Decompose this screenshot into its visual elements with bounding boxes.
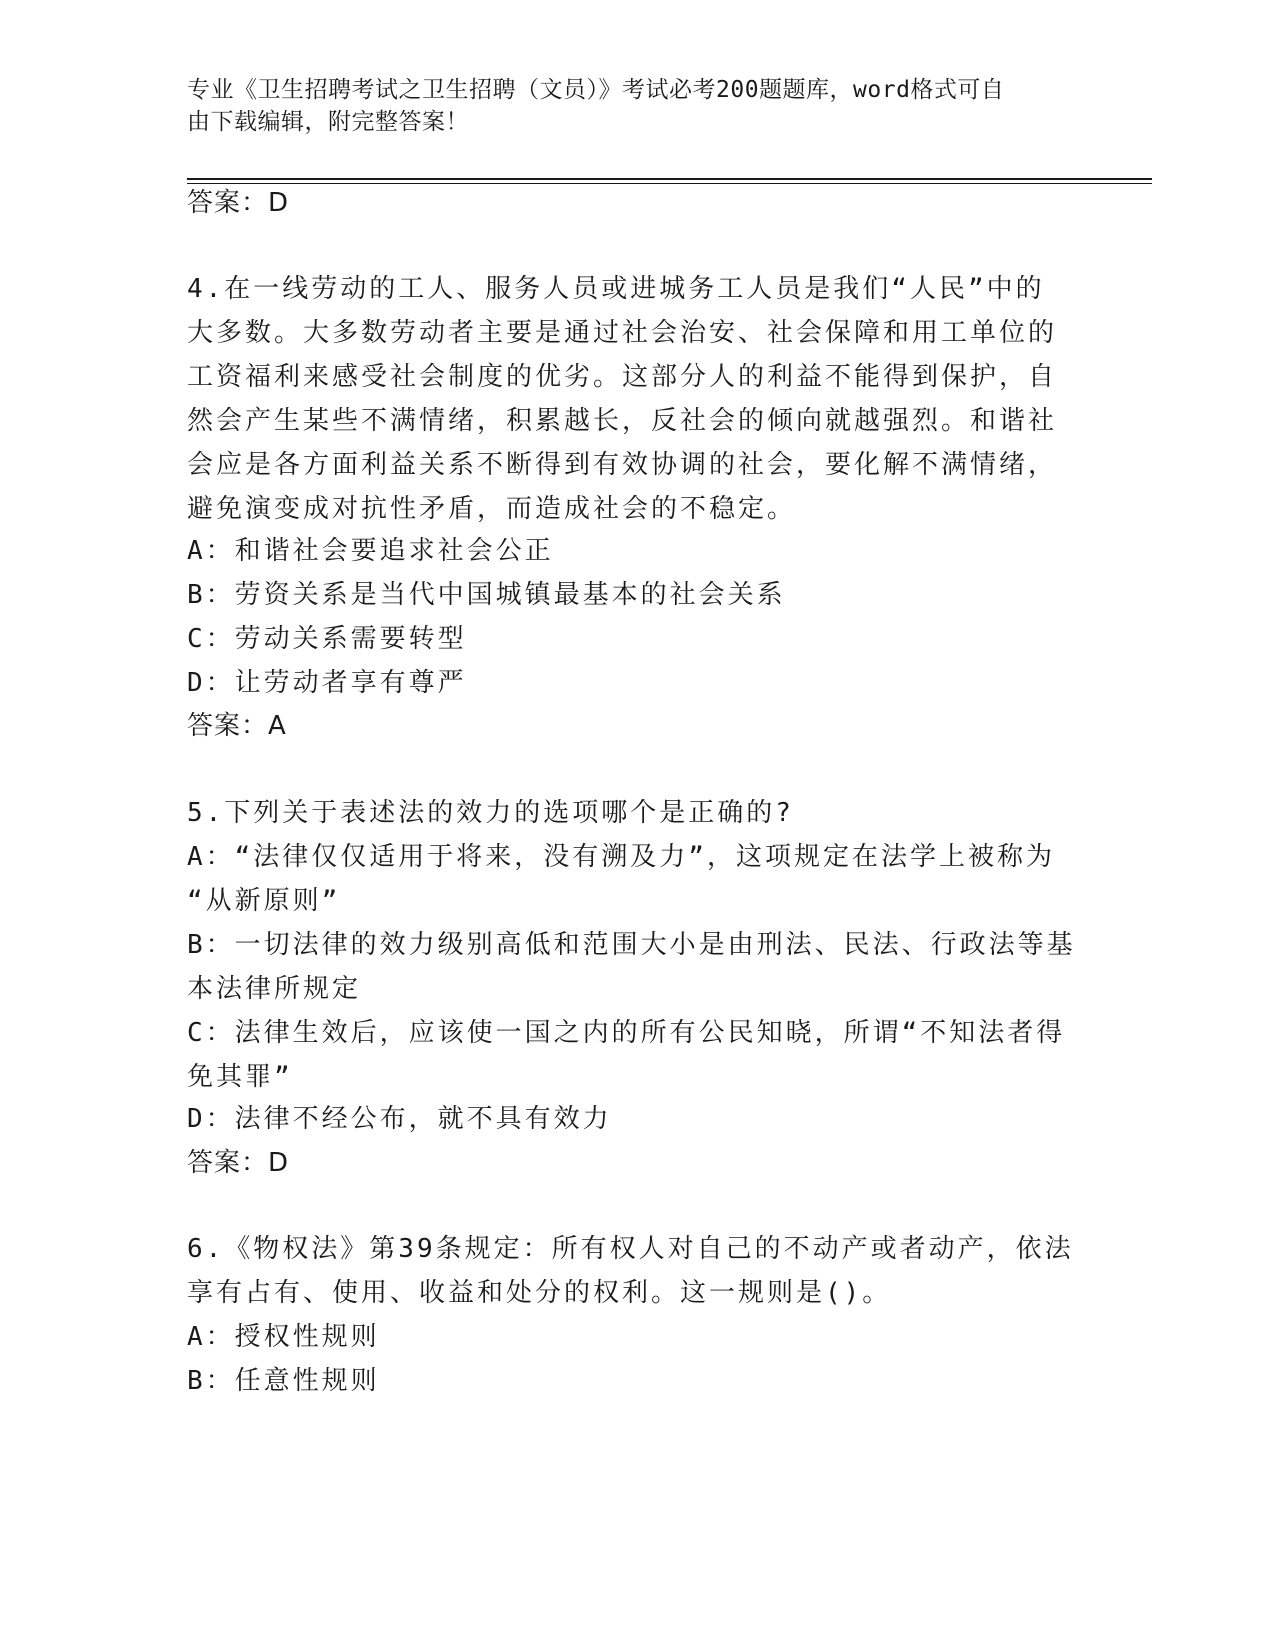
q6-stem-line-2: 享有占有、使用、收益和处分的权利。这一规则是()。 xyxy=(187,1278,892,1308)
q4-stem-line-3: 工资福利来感受社会制度的优劣。这部分人的利益不能得到保护，自 xyxy=(187,362,1058,392)
q5-option-d: D：法律不经公布，就不具有效力 xyxy=(187,1104,612,1134)
q5-option-b-line-1: B：一切法律的效力级别高低和范围大小是由刑法、民法、行政法等基 xyxy=(187,930,1076,960)
q4-stem-line-4: 然会产生某些不满情绪，积累越长，反社会的倾向就越强烈。和谐社 xyxy=(187,406,1058,436)
header-divider-thin xyxy=(187,183,1152,184)
q6-option-a: A：授权性规则 xyxy=(187,1322,380,1352)
q5-option-b-line-2: 本法律所规定 xyxy=(187,974,362,1004)
page-header xyxy=(187,74,1077,138)
q5-stem: 5.下列关于表述法的效力的选项哪个是正确的? xyxy=(187,798,794,828)
header-divider-thick xyxy=(187,178,1152,180)
q5-option-a-line-2: “从新原则” xyxy=(187,886,341,916)
previous-answer: 答案：D xyxy=(187,188,290,218)
q5-option-c-line-2: 免其罪” xyxy=(187,1062,293,1092)
q4-stem-line-6: 避免演变成对抗性矛盾，而造成社会的不稳定。 xyxy=(187,494,797,524)
q4-option-c: C：劳动关系需要转型 xyxy=(187,624,467,654)
q6-option-b: B：任意性规则 xyxy=(187,1366,380,1396)
q4-option-d: D：让劳动者享有尊严 xyxy=(187,668,467,698)
header-line-2: 由下载编辑，附完整答案！ xyxy=(187,109,469,135)
q5-option-c-line-1: C：法律生效后，应该使一国之内的所有公民知晓，所谓“不知法者得 xyxy=(187,1018,1066,1048)
q4-stem-line-1: 4.在一线劳动的工人、服务人员或进城务工人员是我们“人民”中的 xyxy=(187,274,1045,304)
q4-option-b: B：劳资关系是当代中国城镇最基本的社会关系 xyxy=(187,580,786,610)
q6-stem-line-1: 6.《物权法》第39条规定：所有权人对自己的不动产或者动产，依法 xyxy=(187,1234,1074,1264)
q4-option-a: A：和谐社会要追求社会公正 xyxy=(187,536,554,566)
q4-stem-line-2: 大多数。大多数劳动者主要是通过社会治安、社会保障和用工单位的 xyxy=(187,318,1058,348)
q5-option-a-line-1: A：“法律仅仅适用于将来，没有溯及力”，这项规定在法学上被称为 xyxy=(187,842,1055,872)
q4-stem-line-5: 会应是各方面利益关系不断得到有效协调的社会，要化解不满情绪， xyxy=(187,450,1058,480)
q4-answer: 答案：A xyxy=(187,711,287,741)
header-line-1: 专业《卫生招聘考试之卫生招聘（文员）》考试必考200题题库，word格式可自 xyxy=(187,77,1005,103)
q5-answer: 答案：D xyxy=(187,1148,290,1178)
